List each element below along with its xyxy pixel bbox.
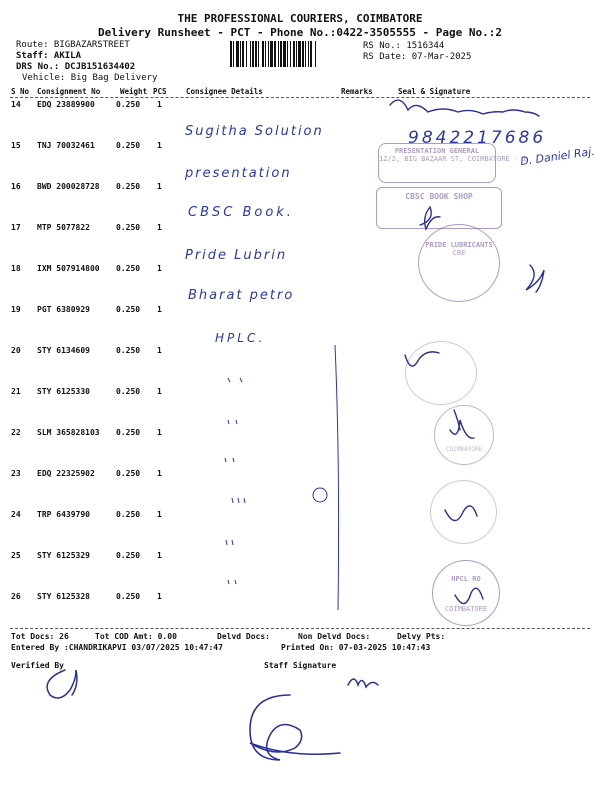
company-title: THE PROFESSIONAL COURIERS, COIMBATORE: [177, 12, 423, 25]
stamp-text: HPCL RO: [451, 575, 481, 583]
col-pcs: PCS: [153, 87, 167, 96]
cell-weight: 0.250: [116, 387, 141, 396]
tot-docs: Tot Docs: 26: [11, 632, 69, 641]
cell-consignment: BWD 200028728: [37, 182, 100, 191]
cell-consignment: STY 6134609: [37, 346, 90, 355]
cell-pcs: 1: [157, 223, 162, 232]
col-consignment: Consignment No: [37, 87, 101, 96]
cell-consignment: STY 6125328: [37, 592, 90, 601]
cell-consignment: PGT 6380929: [37, 305, 90, 314]
cell-pcs: 1: [157, 551, 162, 560]
cell-pcs: 1: [157, 100, 162, 109]
cell-weight: 0.250: [116, 141, 141, 150]
cell-weight: 0.250: [116, 223, 141, 232]
stamp-address: 12/2, BIG BAZAAR ST, COIMBATORE - 1: [379, 155, 527, 163]
cell-consignment: STY 6125330: [37, 387, 90, 396]
coimbatore-stamp: COIMBATORE: [434, 405, 494, 465]
cell-sno: 20: [11, 346, 21, 355]
col-seal-signature: Seal & Signature: [398, 87, 471, 96]
cell-pcs: 1: [157, 141, 162, 150]
handwritten-consignee: CBSC Book.: [188, 205, 294, 220]
handwritten-consignee: Sugitha Solution: [185, 124, 324, 139]
handwritten-consignee: HPLC.: [215, 331, 266, 345]
runsheet-subtitle: Delivery Runsheet - PCT - Phone No.:0422-3505555 - Page No.:2: [98, 26, 502, 39]
cell-pcs: 1: [157, 387, 162, 396]
footer-signatures: [30, 665, 410, 775]
handwritten-note: D. Daniel Raj.: [519, 144, 596, 169]
stamp-city: COIMBATORE: [444, 605, 488, 613]
cell-pcs: 1: [157, 428, 162, 437]
barcode: [230, 41, 357, 67]
cell-consignment: TNJ 70032461: [37, 141, 95, 150]
cell-sno: 24: [11, 510, 21, 519]
col-sno: S No: [11, 87, 30, 96]
cell-sno: 14: [11, 100, 21, 109]
cell-consignment: EDQ 23889900: [37, 100, 95, 109]
stamp-city: CBE: [452, 249, 466, 257]
cell-sno: 17: [11, 223, 21, 232]
cell-sno: 18: [11, 264, 21, 273]
non-delvd-docs: Non Delvd Docs:: [298, 632, 371, 641]
cell-consignment: IXM 507914800: [37, 264, 100, 273]
cell-pcs: 1: [157, 264, 162, 273]
cell-consignment: SLM 365828103: [37, 428, 100, 437]
cell-pcs: 1: [157, 346, 162, 355]
entered-by: Entered By :CHANDRIKAPVI 03/07/2025 10:47:47: [11, 643, 223, 652]
cell-sno: 25: [11, 551, 21, 560]
cell-sno: 19: [11, 305, 21, 314]
cell-weight: 0.250: [116, 428, 141, 437]
rs-date: RS Date: 07-Mar-2025: [363, 52, 472, 62]
signatures: [380, 90, 595, 650]
cell-consignment: TRP 6439790: [37, 510, 90, 519]
vehicle-label: Vehicle: Big Bag Delivery: [22, 73, 158, 83]
cell-pcs: 1: [157, 592, 162, 601]
handwritten-consignee: Bharat petro: [188, 288, 295, 303]
cell-consignment: STY 6125329: [37, 551, 90, 560]
rs-number: RS No.: 1516344: [363, 41, 445, 51]
cell-sno: 22: [11, 428, 21, 437]
cell-sno: 26: [11, 592, 21, 601]
cell-pcs: 1: [157, 510, 162, 519]
cell-sno: 21: [11, 387, 21, 396]
cell-consignment: MTP 5077822: [37, 223, 90, 232]
col-consignee: Consignee Details: [186, 87, 263, 96]
cell-weight: 0.250: [116, 305, 141, 314]
col-remarks: Remarks: [341, 87, 373, 96]
staff-label: Staff: AKILA: [16, 51, 82, 61]
cell-weight: 0.250: [116, 510, 141, 519]
cell-weight: 0.250: [116, 346, 141, 355]
cell-pcs: 1: [157, 305, 162, 314]
route-label: Route: BIGBAZARSTREET: [16, 40, 130, 50]
stamp-text: CBSC BOOK SHOP: [405, 192, 473, 201]
cell-pcs: 1: [157, 469, 162, 478]
cell-pcs: 1: [157, 182, 162, 191]
printed-on: Printed On: 07-03-2025 10:47:43: [281, 643, 431, 652]
handwritten-marks: [180, 340, 360, 630]
cell-weight: 0.250: [116, 551, 141, 560]
delvy-pts: Delvy Pts:: [397, 632, 446, 641]
handwritten-consignee: Pride Lubrin: [185, 248, 288, 263]
tot-cod: Tot COD Amt: 0.00: [95, 632, 177, 641]
col-weight: Weight: [120, 87, 148, 96]
staff-signature-label: Staff Signature: [264, 661, 337, 670]
drs-number: DRS No.: DCJB151634402: [16, 62, 136, 72]
stamp-text: PRESENTATION GENERAL: [394, 147, 480, 155]
cell-sno: 15: [11, 141, 21, 150]
cell-weight: 0.250: [116, 592, 141, 601]
handwritten-consignee: presentation: [185, 166, 292, 181]
handwritten-phone: 9842217686: [408, 128, 547, 148]
cell-weight: 0.250: [116, 264, 141, 273]
cell-sno: 16: [11, 182, 21, 191]
footer-rule: [10, 628, 590, 629]
verified-by-label: Verified By: [11, 661, 64, 670]
delvd-docs: Delvd Docs:: [217, 632, 270, 641]
cell-weight: 0.250: [116, 182, 141, 191]
cell-sno: 23: [11, 469, 21, 478]
cell-weight: 0.250: [116, 469, 141, 478]
cell-consignment: EDQ 22325902: [37, 469, 95, 478]
stamp-text: PRIDE LUBRICANTS: [425, 241, 493, 249]
cell-weight: 0.250: [116, 100, 141, 109]
